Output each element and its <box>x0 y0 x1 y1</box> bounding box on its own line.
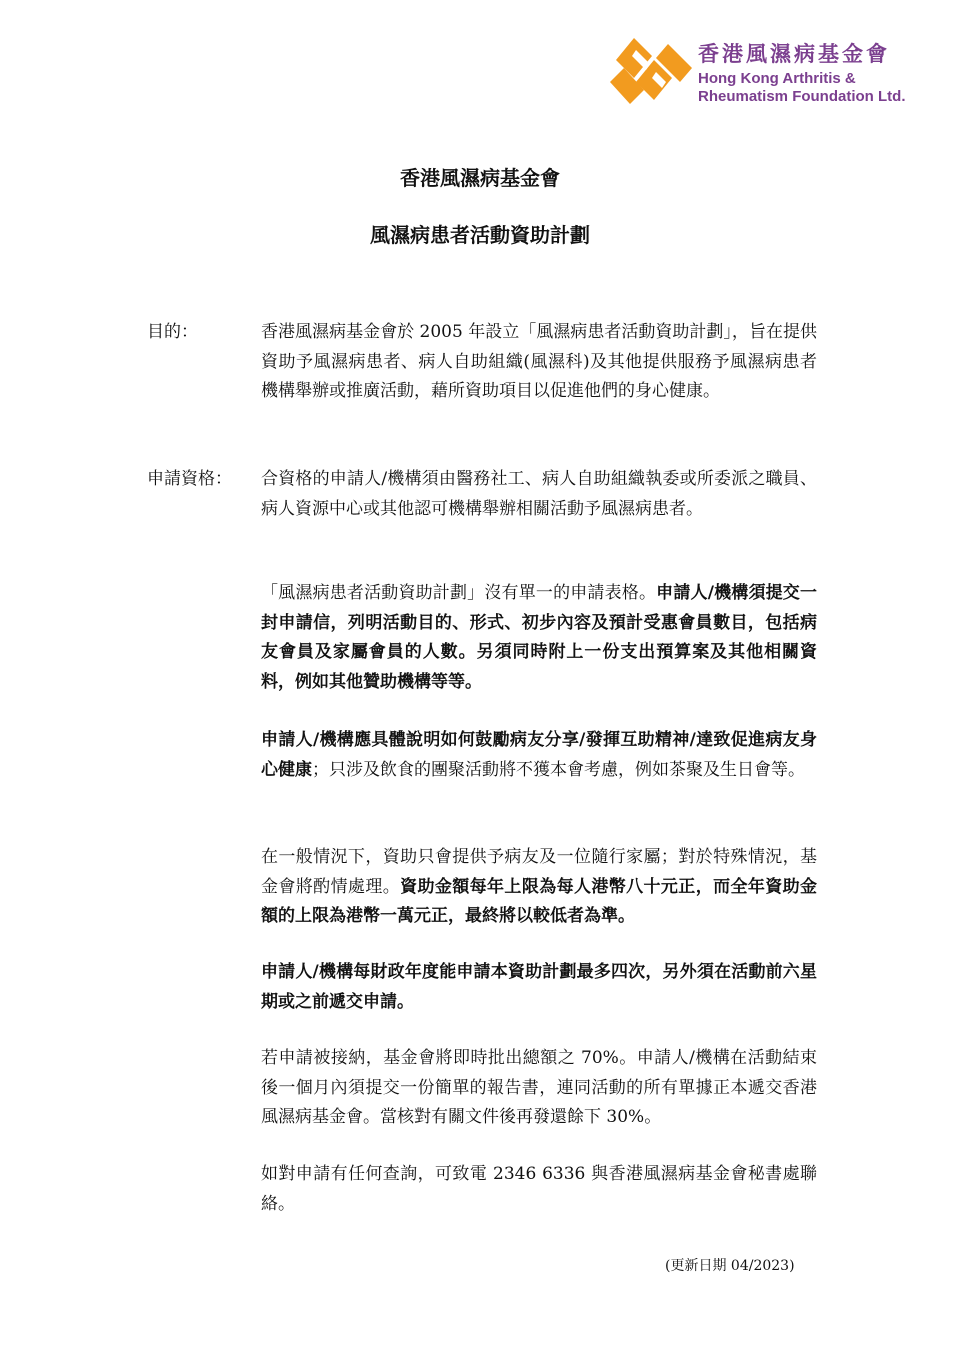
eligibility-paragraph-2 <box>261 579 817 697</box>
eligibility-label: 申請資格： <box>147 469 232 489</box>
eligibility-paragraph-3 <box>261 726 817 785</box>
paragraph-2-normal: 「風濕病患者活動資助計劃」沒有單一的申請表格。 <box>261 583 657 603</box>
logo-chinese-name: 香港風濕病基金會 <box>698 42 890 66</box>
paragraph-2-bold: 申請人/機構須提交一封申請信，列明活動目的、形式、初步內容及預計受惠會員數目，包括病友會員及家屬會員的人數。另須同時附上一份支出預算案及其他相關資料，例如其他贊助機構等等。 <box>261 583 817 692</box>
paragraph-3-bold: 申請人/機構應具體說明如何鼓勵病友分享/發揮互助精神/達致促進病友身心健康 <box>261 730 817 780</box>
eligibility-paragraph-5: 申請人/機構每財政年度能申請本資助計劃最多四次，另外須在活動前六星期或之前遞交申請。 <box>261 962 817 1012</box>
document-title: 香港風濕病基金會 <box>400 166 560 190</box>
purpose-text: 香港風濕病基金會於 2005 年設立「風濕病患者活動資助計劃」，旨在提供資助予風濕病患者、病人自助組織(風濕科)及其他提供服務予風濕病患者機構舉辦或推廣活動，藉所資助項目以促進他們的身心健康。 <box>261 322 817 401</box>
eligibility-paragraph-4 <box>261 843 817 932</box>
logo-english-name <box>698 70 906 106</box>
eligibility-paragraph-6: 若申請被接納，基金會將即時批出總額之 70%。申請人/機構在活動結束後一個月內須提交一份簡單的報告書，連同活動的所有單據正本遞交香港風濕病基金會。當核對有關文件後再發還餘下 30%。 <box>261 1048 817 1127</box>
logo-english-line-2: Rheumatism Foundation Ltd. <box>698 88 906 105</box>
organization-logo <box>606 30 926 110</box>
purpose-label: 目的： <box>147 322 198 342</box>
document-subtitle: 風濕病患者活動資助計劃 <box>370 223 590 247</box>
logo-english-line-1: Hong Kong Arthritis & <box>698 70 856 87</box>
hkarf-logo-icon <box>606 30 698 110</box>
updated-date: (更新日期 04/2023) <box>665 1258 795 1274</box>
eligibility-paragraph-7: 如對申請有任何查詢，可致電 2346 6336 與香港風濕病基金會秘書處聯絡。 <box>261 1164 817 1214</box>
eligibility-paragraph-1: 合資格的申請人/機構須由醫務社工、病人自助組織執委或所委派之職員、病人資源中心或其他認可機構舉辦相關活動予風濕病患者。 <box>261 469 817 519</box>
paragraph-4-normal: 在一般情況下，資助只會提供予病友及一位隨行家屬；對於特殊情況，基金會將酌情處理。 <box>261 847 817 897</box>
paragraph-4-bold: 資助金額每年上限為每人港幣八十元正，而全年資助金額的上限為港幣一萬元正，最終將以較低者為準。 <box>261 876 818 926</box>
paragraph-3-normal: ；只涉及飲食的團聚活動將不獲本會考慮，例如茶聚及生日會等。 <box>312 759 805 780</box>
